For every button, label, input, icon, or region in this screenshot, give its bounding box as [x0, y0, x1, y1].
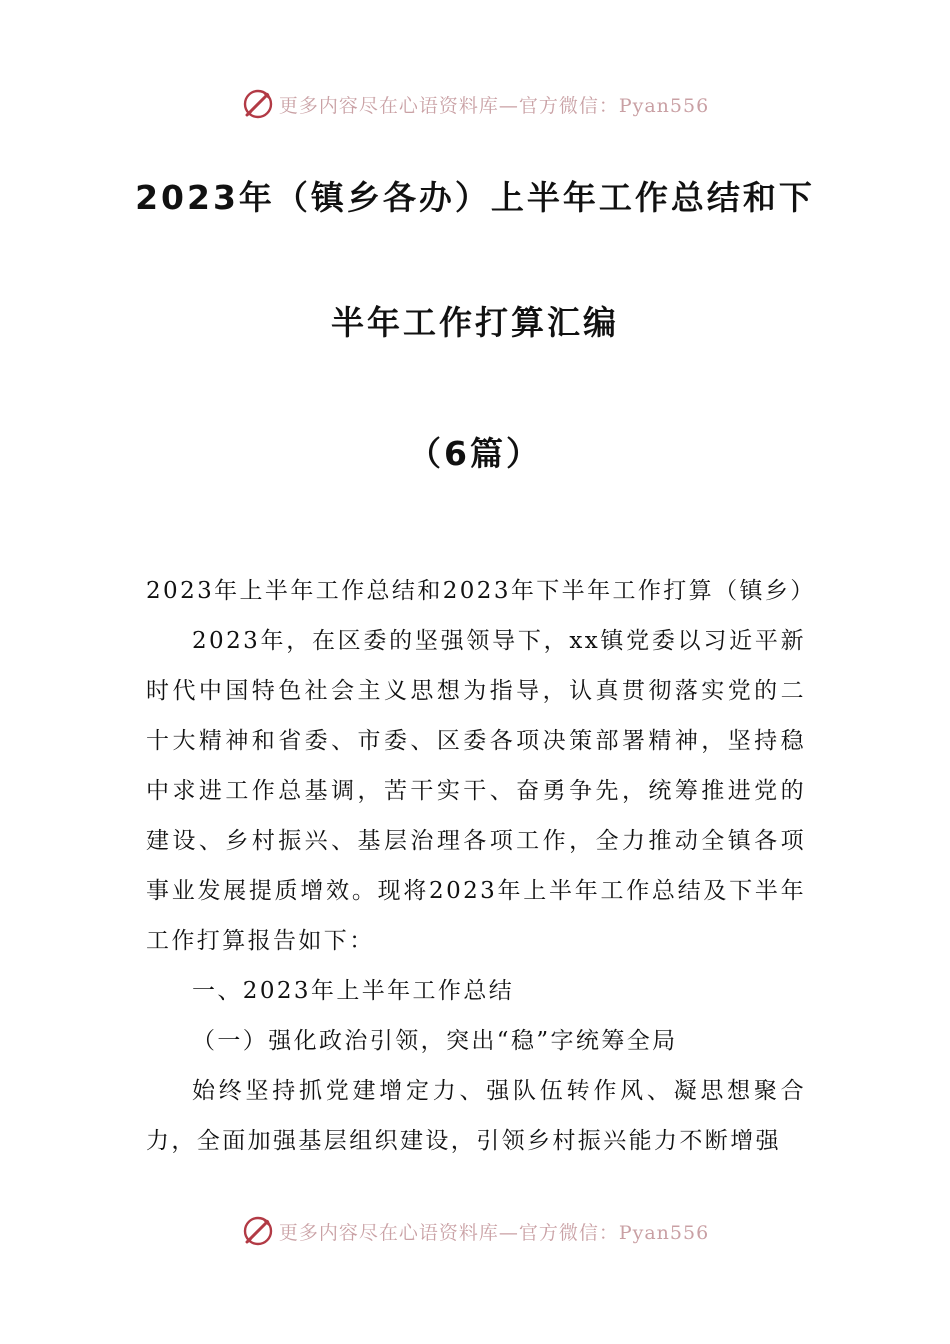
watermark-text: 更多内容尽在心语资料库—官方微信：Pyan556 [278, 1221, 710, 1244]
brush-logo-icon [241, 87, 275, 121]
document-title-count: （6篇） [408, 434, 542, 473]
article-heading: 2023年上半年工作总结和2023年下半年工作打算（镇乡） [146, 578, 816, 604]
watermark-banner-bottom [0, 1209, 950, 1253]
brush-logo-icon [241, 1214, 275, 1248]
section-heading-1: 一、2023年上半年工作总结 [192, 978, 515, 1004]
document-title-line-2: 半年工作打算汇编 [331, 303, 619, 342]
intro-paragraph: 2023年，在区委的坚强领导下，xx镇党委以习近平新时代中国特色社会主义思想为指导，认真贯彻落实党的二十大精神和省委、市委、区委各项决策部署精神，坚持稳中求进工作总基调，苦干实干、奋勇争先，统筹推进党的建设、乡村振兴、基层治理各项工作，全力推动全镇各项事业发展提质增效。现将2023年上半年工作总结及下半年工作打算报告如下： [146, 628, 806, 954]
document-title-line-1: 2023年（镇乡各办）上半年工作总结和下 [135, 178, 815, 217]
subsection-heading-1: （一）强化政治引领，突出“稳”字统筹全局 [192, 1028, 678, 1054]
watermark-text: 更多内容尽在心语资料库—官方微信：Pyan556 [278, 94, 710, 117]
body-paragraph-2: 始终坚持抓党建增定力、强队伍转作风、凝思想聚合力，全面加强基层组织建设，引领乡村振兴能力不断增强 [146, 1078, 806, 1154]
document-body [146, 566, 816, 1166]
watermark-banner-top [0, 82, 950, 126]
